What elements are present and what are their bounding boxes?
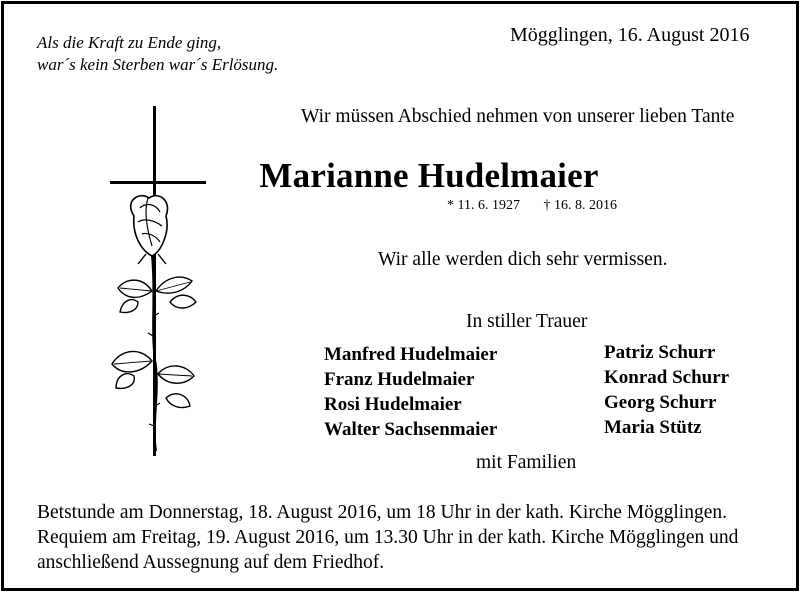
- birth-date: * 11. 6. 1927: [447, 198, 520, 213]
- mourner-name: Rosi Hudelmaier: [324, 394, 462, 415]
- place-date: Mögglingen, 16. August 2016: [510, 24, 750, 46]
- mourning-label: In stiller Trauer: [466, 311, 588, 332]
- mourner-name: Walter Sachsenmaier: [324, 419, 498, 440]
- mourner-name: Maria Stütz: [604, 417, 702, 438]
- mourners-left-column: [324, 342, 497, 442]
- obituary-notice: [1, 1, 799, 591]
- motto: [37, 32, 278, 76]
- service-details: [37, 500, 738, 575]
- service-line-3: anschließend Aussegnung auf dem Friedhof.: [37, 552, 385, 573]
- farewell-message: Wir alle werden dich sehr vermissen.: [378, 249, 668, 270]
- service-line-2: Requiem am Freitag, 19. August 2016, um 13.30 Uhr in der kath. Kirche Mögglingen und: [37, 527, 739, 548]
- mourner-name: Manfred Hudelmaier: [324, 344, 498, 365]
- deceased-name: Marianne Hudelmaier: [259, 156, 599, 195]
- mourner-name: Georg Schurr: [604, 392, 717, 413]
- life-dates: [447, 198, 617, 214]
- mourners-right-column: [604, 340, 729, 440]
- mourner-name: Konrad Schurr: [604, 367, 730, 388]
- motto-line-1: Als die Kraft zu Ende ging,: [37, 33, 222, 52]
- mourner-name: Franz Hudelmaier: [324, 369, 475, 390]
- motto-line-2: war´s kein Sterben war´s Erlösung.: [37, 55, 279, 74]
- families-label: mit Familien: [476, 452, 577, 473]
- service-line-1: Betstunde am Donnerstag, 18. August 2016, um 18 Uhr in der kath. Kirche Mögglingen.: [37, 502, 727, 523]
- death-date: † 16. 8. 2016: [543, 198, 617, 213]
- intro-text: Wir müssen Abschied nehmen von unserer lieben Tante: [301, 106, 735, 127]
- cross-with-rose-icon: [104, 106, 214, 466]
- mourner-name: Patriz Schurr: [604, 342, 716, 363]
